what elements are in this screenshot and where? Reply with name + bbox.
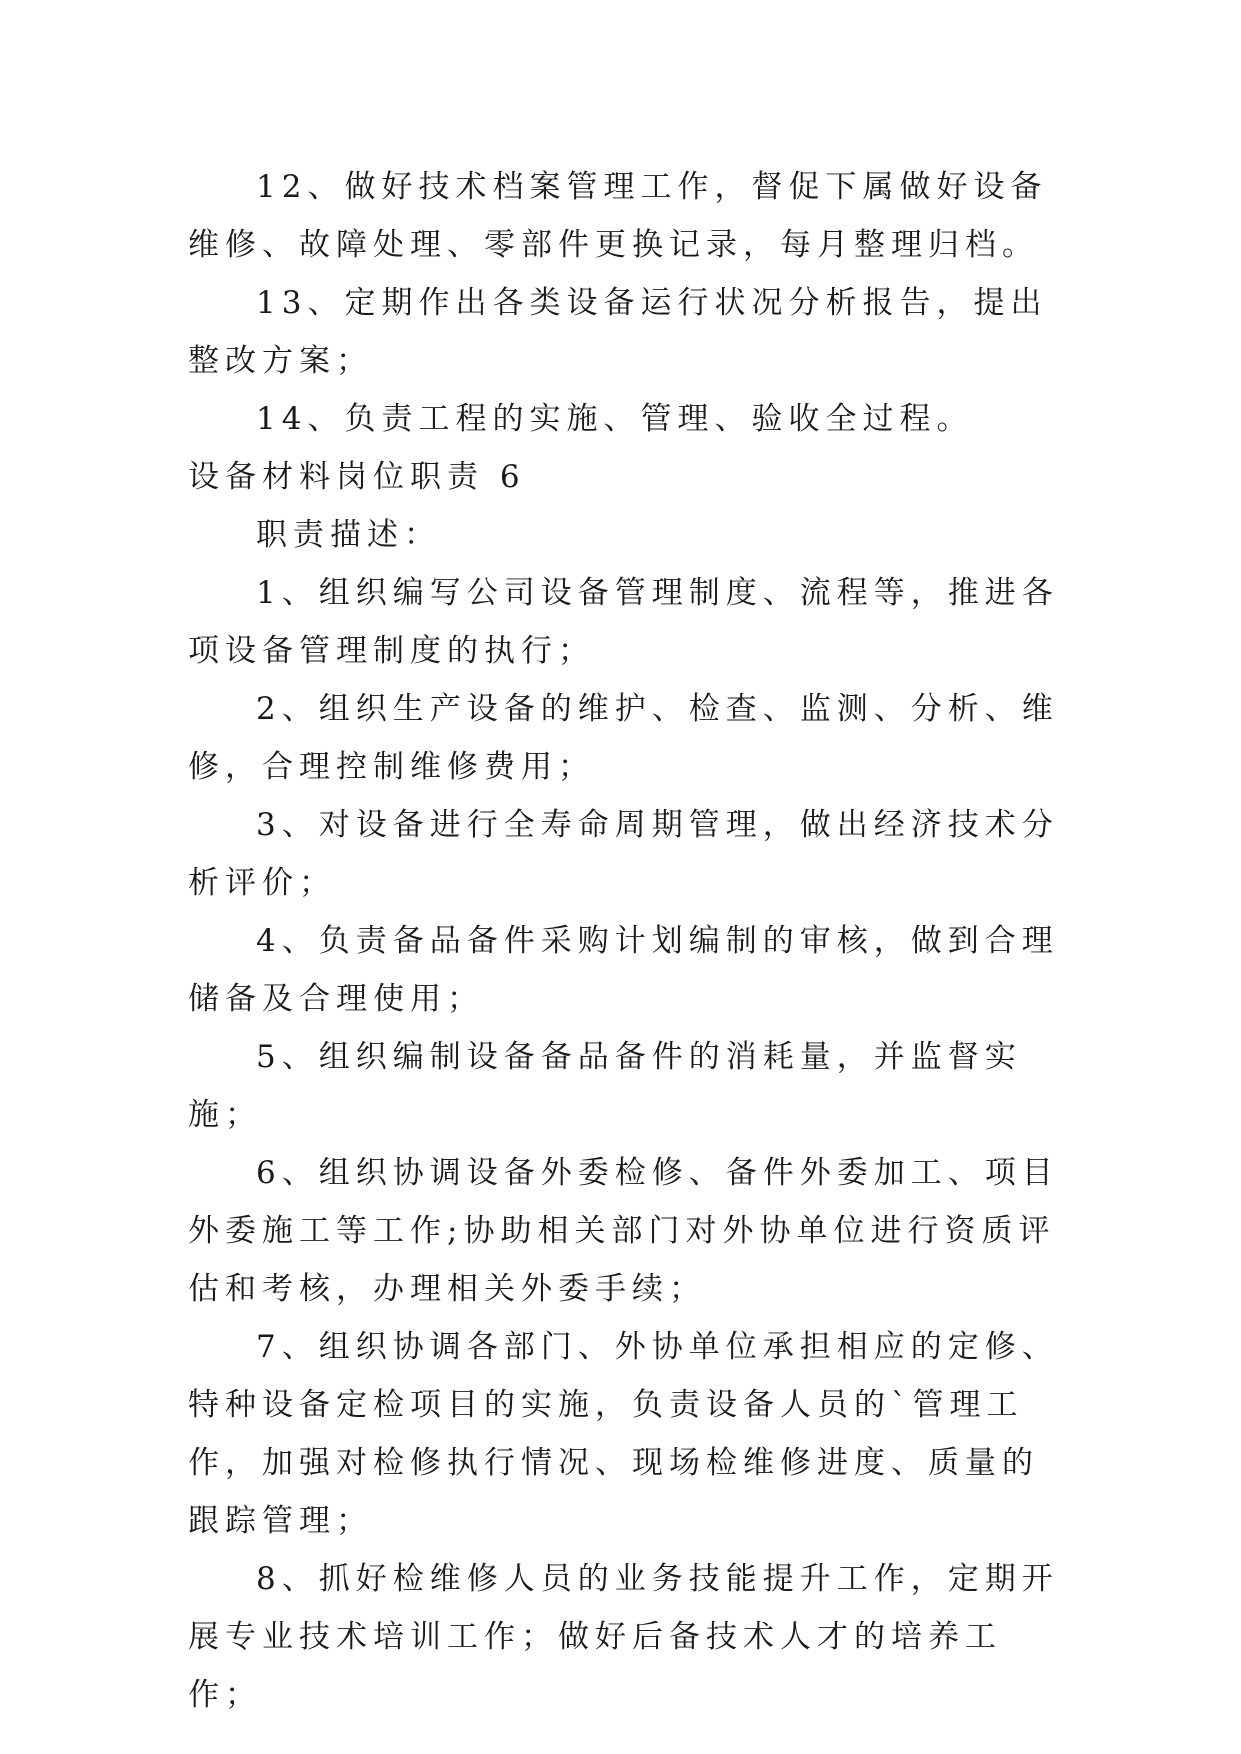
paragraph-item-4: 4、负责备品备件采购计划编制的审核，做到合理储备及合理使用； (188, 923, 1059, 1017)
paragraph-item-2: 2、组织生产设备的维护、检查、监测、分析、维修，合理控制维修费用； (188, 691, 1059, 785)
paragraph-item-3: 3、对设备进行全寿命周期管理，做出经济技术分析评价； (188, 807, 1059, 901)
paragraph-item-7: 7、组织协调各部门、外协单位承担相应的定修、特种设备定检项目的实施，负责设备人员的`管理工作，加强对检修执行情况、现场检维修进度、质量的跟踪管理； (188, 1329, 1059, 1539)
section-label: 职责描述： (256, 517, 441, 553)
paragraph-item-1: 1、组织编写公司设备管理制度、流程等，推进各项设备管理制度的执行； (188, 575, 1059, 669)
paragraph-item-12: 12、做好技术档案管理工作，督促下属做好设备维修、故障处理、零部件更换记录，每月整理归档。 (188, 169, 1048, 263)
paragraph-item-5: 5、组织编制设备备品备件的消耗量，并监督实施； (188, 1039, 1022, 1133)
paragraph-item-14: 14、负责工程的实施、管理、验收全过程。 (256, 401, 974, 437)
section-heading: 设备材料岗位职责 6 (188, 459, 526, 495)
paragraph-item-6: 6、组织协调设备外委检修、备件外委加工、项目外委施工等工作;协助相关部门对外协单位进行资质评估和考核，办理相关外委手续； (188, 1155, 1059, 1307)
document-body (188, 158, 1068, 1724)
paragraph-item-13: 13、定期作出各类设备运行状况分析报告，提出整改方案； (188, 285, 1048, 379)
paragraph-item-8: 8、抓好检维修人员的业务技能提升工作，定期开展专业技术培训工作；做好后备技术人才的培养工作； (188, 1561, 1059, 1713)
